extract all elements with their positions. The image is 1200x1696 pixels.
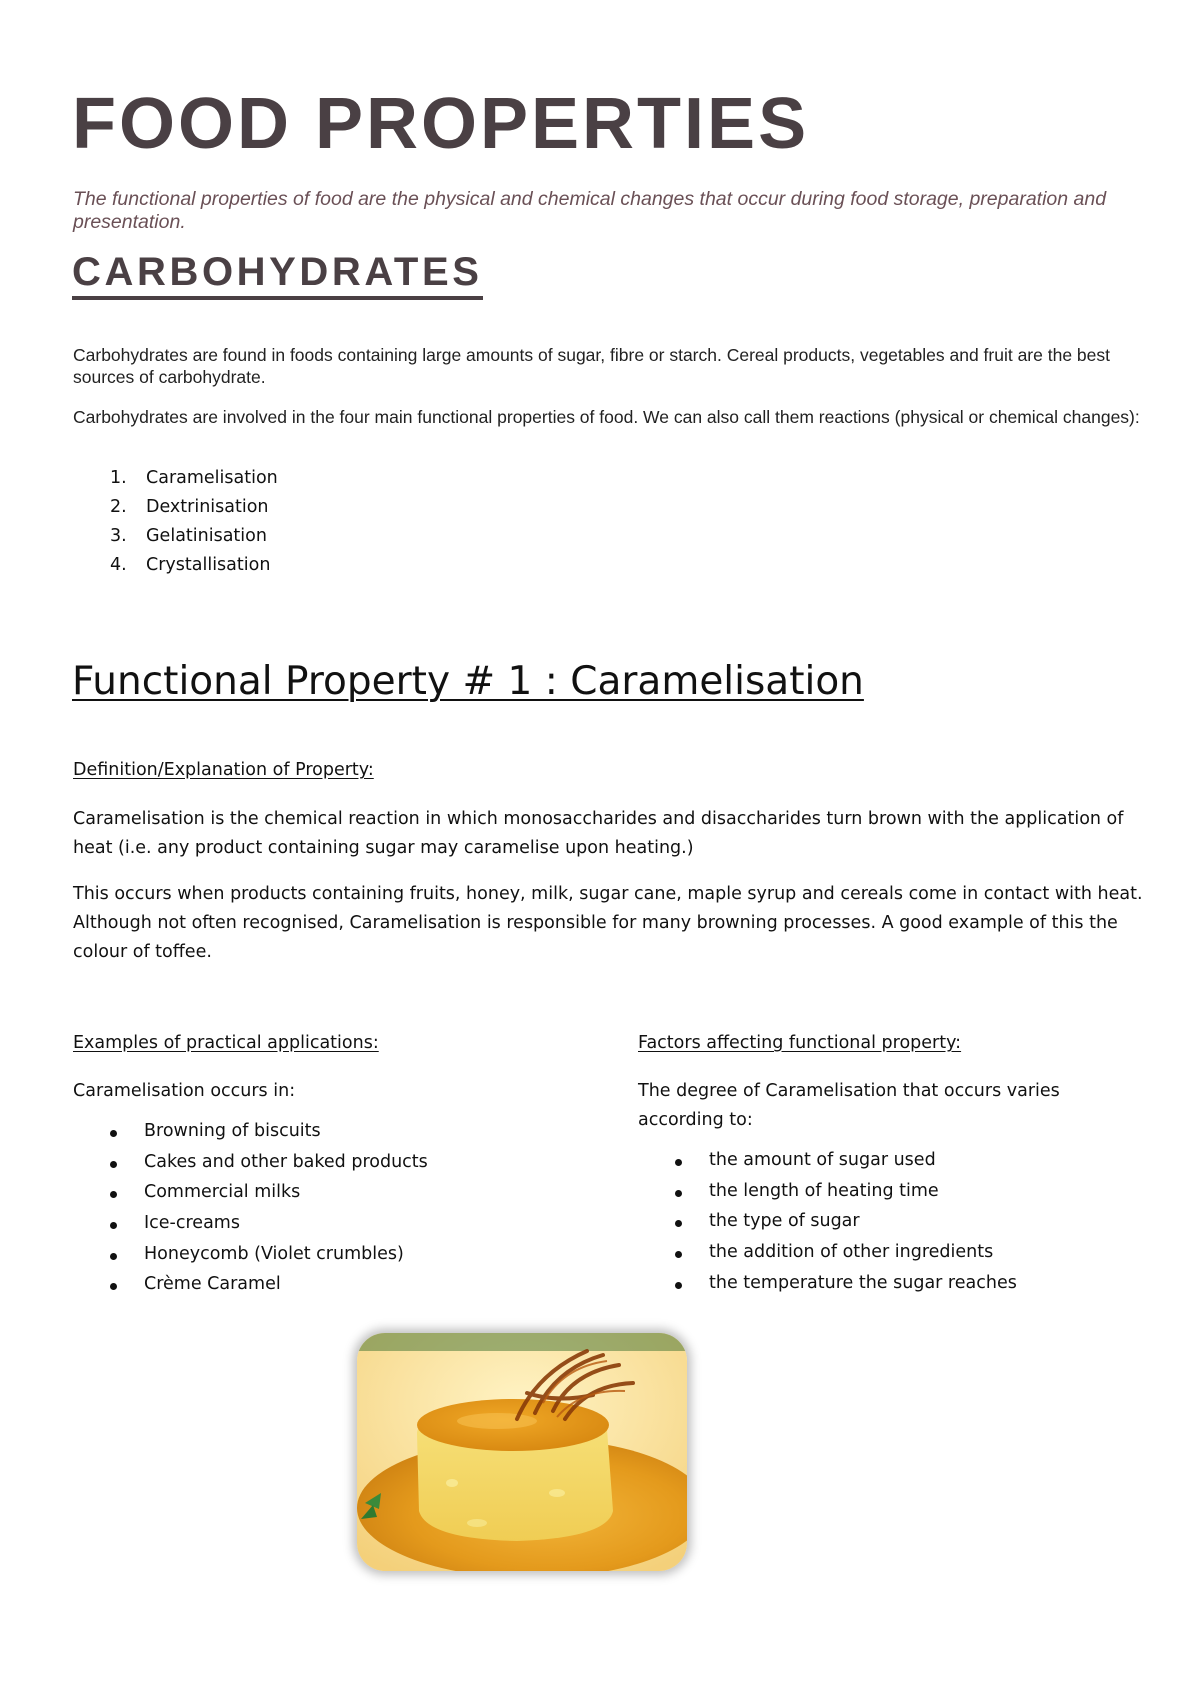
bullet-icon [675, 1282, 682, 1289]
list-item-label: Gelatinisation [146, 526, 267, 546]
creme-caramel-image [357, 1333, 687, 1571]
carbohydrates-heading: CARBOHYDRATES [72, 252, 483, 300]
factors-intro: The degree of Caramelisation that occurs varies according to: [638, 1081, 1060, 1130]
bullet-icon [675, 1190, 682, 1197]
list-item-label: Browning of biscuits [144, 1121, 321, 1141]
list-item-label: the amount of sugar used [709, 1150, 936, 1170]
bullet-icon [110, 1222, 117, 1229]
carbohydrates-paragraph-1: Carbohydrates are found in foods containing large amounts of sugar, fibre or starch. Cereal products, vegetables and fruit are the best sources of carbohydrate. [73, 345, 1110, 387]
page-title: FOOD PROPERTIES [72, 84, 810, 164]
carbohydrates-paragraph-2: Carbohydrates are involved in the four main functional properties of food. We can also call them reactions (physical or chemical changes): [73, 407, 1140, 427]
bullet-icon [110, 1161, 117, 1168]
bullet-icon [110, 1191, 117, 1198]
bullet-icon [675, 1251, 682, 1258]
list-number: 1. [110, 468, 127, 488]
list-item-label: the type of sugar [709, 1211, 860, 1232]
examples-label: Examples of practical applications: [73, 1033, 379, 1053]
list-item-label: Cakes and other baked products [144, 1151, 428, 1172]
creme-caramel-photo-icon [357, 1333, 687, 1571]
list-item-label: Honeycomb (Violet crumbles) [144, 1243, 404, 1264]
page-subtitle: The functional properties of food are the physical and chemical changes that occur during food storage, preparation and presentation. [73, 188, 1107, 233]
bullet-icon [110, 1253, 117, 1260]
definition-paragraph: Caramelisation is the chemical reaction in which monosaccharides and disaccharides turn brown with the application of heat (i.e. any product containing sugar may caramelise upon heating.) [73, 809, 1124, 858]
functional-property-heading: Functional Property # 1 : Caramelisation [72, 659, 864, 704]
bullet-icon [675, 1220, 682, 1227]
list-item-label: the length of heating time [709, 1180, 939, 1201]
list-item-label: Ice-creams [144, 1213, 240, 1234]
list-item-label: Caramelisation [146, 468, 278, 488]
list-number: 3. [110, 526, 127, 546]
bullet-icon [110, 1283, 117, 1290]
occurrence-paragraph: This occurs when products containing fruits, honey, milk, sugar cane, maple syrup and cereals come in contact with heat. Although not often recognised, Caramelisation is responsible for many browning processes. A good example of this the colour of toffee. [73, 884, 1143, 962]
list-item-label: Commercial milks [144, 1182, 301, 1203]
bullet-icon [675, 1159, 682, 1166]
bullet-icon [110, 1130, 117, 1137]
examples-intro: Caramelisation occurs in: [73, 1081, 296, 1101]
list-number: 4. [110, 555, 127, 575]
definition-label: Definition/Explanation of Property: [73, 760, 374, 780]
list-item-label: the addition of other ingredients [709, 1242, 994, 1263]
list-item-label: the temperature the sugar reaches [709, 1272, 1017, 1293]
list-item-label: Crystallisation [146, 555, 271, 575]
factors-label: Factors affecting functional property: [638, 1033, 962, 1053]
list-item-label: Dextrinisation [146, 497, 269, 517]
list-item-label: Crème Caramel [144, 1274, 281, 1295]
list-number: 2. [110, 497, 127, 517]
